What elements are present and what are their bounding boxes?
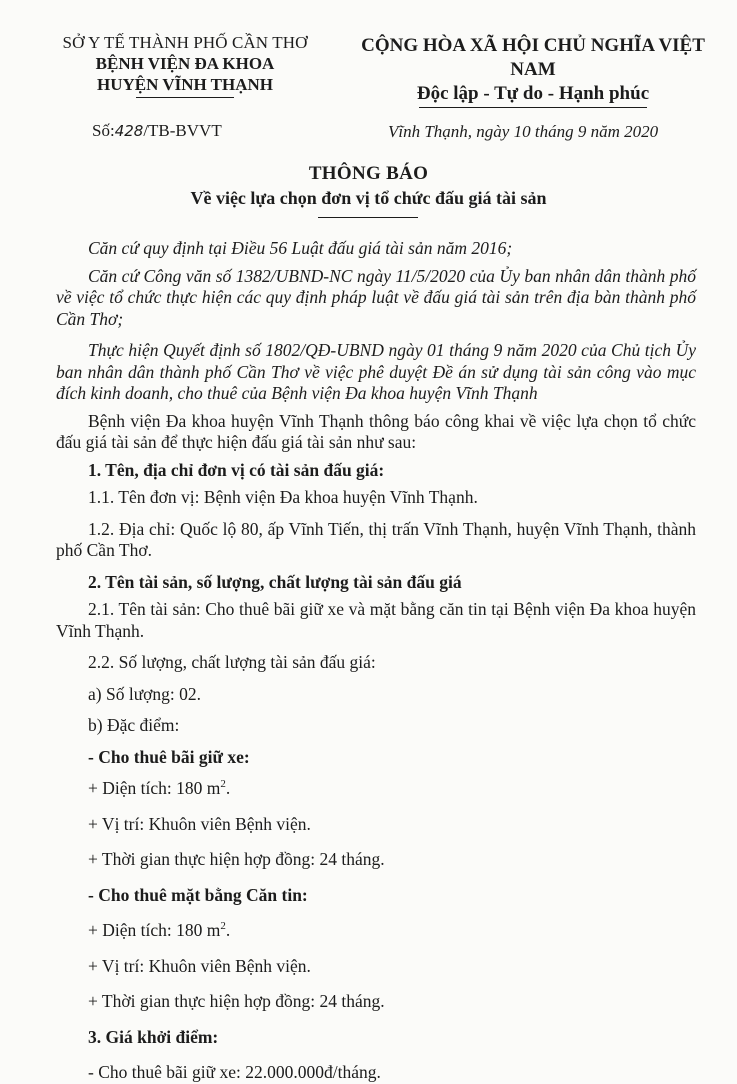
parking-area-end: . <box>225 778 231 798</box>
doc-number-prefix: Số: <box>92 121 115 140</box>
section-2-2: 2.2. Số lượng, chất lượng tài sản đấu giá: <box>88 652 376 672</box>
nation-name: CỘNG HÒA XÃ HỘI CHỦ NGHĨA VIỆT NAM <box>361 35 705 80</box>
document-title: THÔNG BÁO <box>308 163 429 184</box>
parking-area-sup: 2 <box>220 778 226 791</box>
canteen-area <box>56 920 696 942</box>
parking-area <box>56 778 696 800</box>
section-1-1: 1.1. Tên đơn vị: Bệnh viện Đa khoa huyện Vĩnh Thạnh. <box>88 487 478 507</box>
section-2-1: 2.1. Tên tài sản: Cho thuê bãi giữ xe và mặt bằng căn tin tại Bệnh viện Đa khoa huyện Vĩnh Thạnh. <box>56 599 696 641</box>
canteen-location: + Vị trí: Khuôn viên Bệnh viện. <box>88 955 311 976</box>
subtitle-underline <box>318 217 418 218</box>
canteen-area-text: + Diện tích: 180 m <box>88 920 221 940</box>
doc-number-suffix: /TB-BVVT <box>143 121 222 140</box>
canteen-heading: - Cho thuê mặt bằng Căn tin: <box>88 884 308 905</box>
canteen-area-end: . <box>225 920 231 940</box>
doc-number-handwritten: 428 <box>114 122 144 140</box>
agency-name-line2: HUYỆN VĨNH THẠNH <box>96 75 273 94</box>
national-header-block <box>338 34 728 108</box>
section-2-2-b: b) Đặc điểm: <box>88 715 180 735</box>
document-body <box>56 238 696 1084</box>
document-subtitle: Về việc lựa chọn đơn vị tổ chức đấu giá tài sản <box>190 188 547 208</box>
section-1-2: 1.2. Địa chỉ: Quốc lộ 80, ấp Vĩnh Tiến, thị trấn Vĩnh Thạnh, huyện Vĩnh Thạnh, thành phố Cần Thơ. <box>56 518 696 560</box>
intro-paragraph: Bệnh viện Đa khoa huyện Vĩnh Thạnh thông báo công khai về việc lựa chọn tổ chức đấu giá tài sản để thực hiện đấu giá tài sản như sau: <box>56 410 696 452</box>
document-number <box>92 121 222 141</box>
parking-term: + Thời gian thực hiện hợp đồng: 24 tháng. <box>88 849 385 869</box>
section-1-heading: 1. Tên, địa chỉ đơn vị có tài sản đấu giá: <box>88 459 385 480</box>
motto-underline <box>419 107 647 108</box>
section-3-heading: 3. Giá khởi điểm: <box>88 1026 219 1047</box>
agency-name-line1: BỆNH VIỆN ĐA KHOA <box>95 54 275 73</box>
parent-agency: SỞ Y TẾ THÀNH PHỐ CẦN THƠ <box>62 33 308 52</box>
section-2-2-a: a) Số lượng: 02. <box>88 683 202 704</box>
legal-basis-1: Căn cứ quy định tại Điều 56 Luật đấu giá tài sản năm 2016; <box>88 238 513 258</box>
issuing-agency-block <box>40 32 330 98</box>
parking-heading: - Cho thuê bãi giữ xe: <box>88 746 250 767</box>
canteen-area-sup: 2 <box>220 920 226 933</box>
section-2-heading: 2. Tên tài sản, số lượng, chất lượng tài sản đấu giá <box>88 571 462 592</box>
parking-area-text: + Diện tích: 180 m <box>88 778 221 798</box>
legal-basis-2: Căn cứ Công văn số 1382/UBND-NC ngày 11/5/2020 của Ủy ban nhân dân thành phố về việc tổ chức thực hiện các quy định pháp luật về đấu giá tài sản trên địa bàn thành phố Cần Thơ; <box>56 265 696 329</box>
national-motto: Độc lập - Tự do - Hạnh phúc <box>416 83 650 104</box>
agency-underline <box>136 97 234 98</box>
parking-location: + Vị trí: Khuôn viên Bệnh viện. <box>88 813 311 834</box>
place-date-line: Vĩnh Thạnh, ngày 10 tháng 9 năm 2020 <box>388 122 659 141</box>
section-3-parking-price: - Cho thuê bãi giữ xe: 22.000.000đ/tháng. <box>88 1062 381 1082</box>
canteen-term: + Thời gian thực hiện hợp đồng: 24 tháng. <box>88 991 385 1011</box>
legal-basis-3: Thực hiện Quyết định số 1802/QĐ-UBND ngày 01 tháng 9 năm 2020 của Chủ tịch Ủy ban nhân dân thành phố Cần Thơ về việc phê duyệt Đề án sử dụng tài sản công vào mục đích kinh doanh, cho thuê của Bệnh viện Đa khoa huyện Vĩnh Thạnh <box>56 340 696 403</box>
